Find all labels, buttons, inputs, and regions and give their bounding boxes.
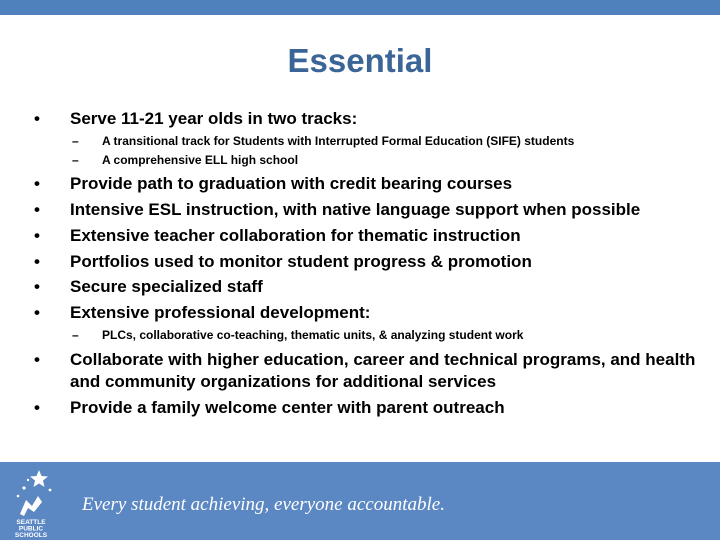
figure-icon: [20, 496, 42, 516]
bullet-text: Extensive teacher collaboration for thematic instruction: [70, 226, 521, 245]
footer-band: [0, 462, 720, 540]
dash-marker: –: [72, 328, 79, 342]
bullet-marker: •: [34, 174, 40, 193]
svg-text:SCHOOLS: SCHOOLS: [14, 532, 48, 538]
bullet-marker: •: [34, 350, 40, 369]
footer-tagline: Every student achieving, everyone accountable.: [82, 494, 445, 515]
bullet-marker: •: [34, 200, 40, 219]
dash-marker: –: [72, 134, 79, 148]
svg-text:SEATTLE: SEATTLE: [16, 519, 46, 526]
star-icon: [30, 470, 48, 487]
sub-bullet-text: A transitional track for Students with Interrupted Formal Education (SIFE) students: [102, 134, 575, 148]
bullet-marker: •: [34, 226, 40, 245]
bullet-text: Portfolios used to monitor student progress & promotion: [70, 252, 532, 271]
bullet-text: Serve 11-21 year olds in two tracks:: [70, 109, 358, 128]
slide-title: Essential: [287, 42, 433, 79]
bullet-text: Extensive professional development:: [70, 303, 371, 322]
sub-bullet-text: PLCs, collaborative co-teaching, thematic units, & analyzing student work: [102, 328, 524, 342]
bullet-text: Intensive ESL instruction, with native language support when possible: [70, 200, 641, 219]
dash-marker: –: [72, 153, 79, 167]
bullet-marker: •: [34, 252, 40, 271]
bullet-text: Collaborate with higher education, career and technical programs, and health and community organizations for additional services: [70, 350, 696, 391]
bullet-text: Secure specialized staff: [70, 277, 263, 296]
bullet-marker: •: [34, 398, 40, 417]
svg-text:PUBLIC: PUBLIC: [18, 525, 44, 533]
bullet-marker: •: [34, 303, 40, 322]
bullet-marker: •: [34, 277, 40, 296]
bullet-text: Provide path to graduation with credit bearing courses: [70, 174, 513, 193]
seattle-public-schools-logo: [6, 466, 56, 538]
bullet-marker: •: [34, 109, 40, 128]
sub-bullet-text: A comprehensive ELL high school: [102, 153, 299, 167]
bullet-text: Provide a family welcome center with parent outreach: [70, 398, 505, 417]
